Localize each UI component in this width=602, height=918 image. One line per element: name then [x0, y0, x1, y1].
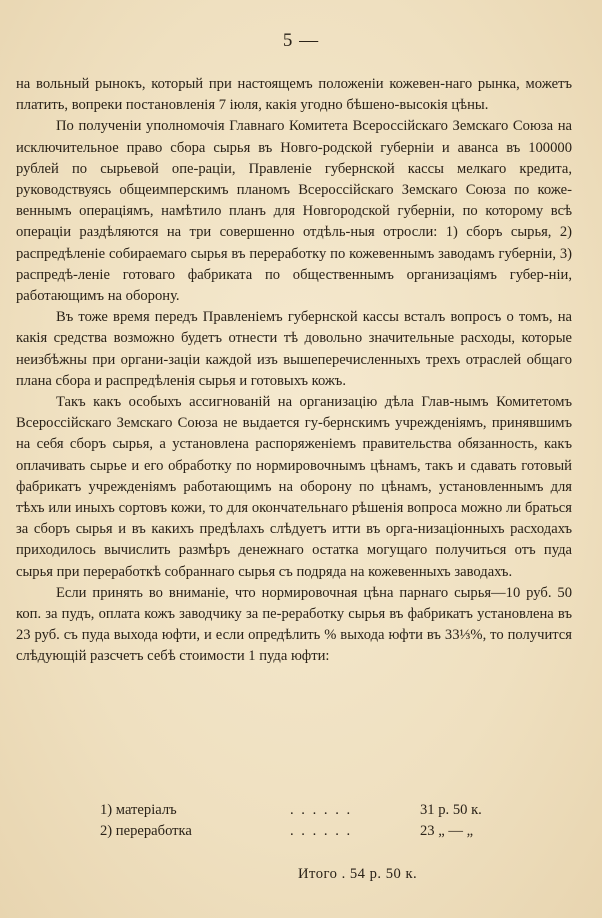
paragraph-4: Такъ какъ особыхъ ассигнованій на организацію дѣла Глав-нымъ Комитетомъ Всероссійскаго Земскаго Союза не выдается гу-бернскимъ учрежденіямъ, принявшимъ на себя сборъ сырья, а установлена распоряженіемъ правительства обязанность, какъ оплачивать сырье и его обработку по нормировочнымъ цѣнамъ, такъ и сдавать готовый фабрикатъ учрежденіямъ работающимъ на оборону по цѣнамъ, установленнымъ для тѣхъ или иныхъ сортовъ кожи, то для окончательнаго рѣшенія вопроса можно ли браться за сборъ сырья и въ какихъ предѣлахъ слѣдуетъ итти въ орга-низаціонныхъ расходахъ приходилось вычислить размѣръ денежнаго остатка могущаго получиться отъ пуда сырья при переработкѣ собраннаго сырья съ подряда на кожевенныхъ заводахъ. [16, 394, 572, 580]
leader-dots: . . . . . . [290, 823, 353, 840]
paragraph-5: Если принять во вниманіе, что нормировочная цѣна парнаго сырья—10 руб. 50 коп. за пудъ, оплата кожъ заводчику за пе-реработку сырья въ фабрикатъ установлена въ 23 руб. съ пуда выхода юфти, и если опредѣлить % выхода юфти въ 33⅓%, то получится слѣдующій разсчетъ себѣ стоимости 1 пуда юфти: [16, 584, 572, 665]
cost-item-value: 31 р. 50 к. [420, 802, 482, 818]
paragraph-3: Въ тоже время передъ Правленіемъ губернской кассы всталъ вопросъ о томъ, на какія средства возможно будетъ отнести тѣ довольно значительные расходы, которые неизбѣжны при органи-заціи каждой изъ вышеперечисленныхъ трехъ отраслей общаго плана сбора и распредѣленія сырья и готовыхъ кожъ. [16, 309, 572, 389]
cost-item-processing [100, 821, 530, 842]
page-number: 5 — [282, 30, 320, 51]
body-text [16, 74, 572, 668]
cost-list [100, 800, 530, 843]
paragraph-2: По полученіи уполномочія Главнаго Комитета Всероссійскаго Земскаго Союза на исключительное право сбора сырья въ Новго-родской губерніи и аванса въ 100000 рублей по сырьевой опе-раціи, Правленіе губернской кассы мелкаго кредита, руководствуясь общеимперскимъ планомъ Всероссійскаго Земскаго Союза по коже-веннымъ операціямъ, намѣтило планъ для Новгородской губерніи, по которому всѣ операціи раздѣляются на три совершенно отдѣль-ныя отросли: 1) сборъ сырья, 2) распредѣленіе собираемаго сырья въ переработку по кожевеннымъ заводамъ губерніи, 3) распредѣ-леніе готоваго фабриката по общественнымъ организаціямъ губер-ніи, работающимъ на оборону. [16, 118, 572, 305]
cost-item-material [100, 800, 530, 821]
cost-item-label: 1) матеріалъ [100, 802, 177, 818]
leader-dots: . . . . . . [290, 802, 353, 818]
paragraph-1: на вольный рынокъ, который при настоящемъ положеніи кожевен-наго рынка, можетъ платить, вопреки постановленія 7 іюля, какія угодно бѣшено-высокія цѣны. [16, 76, 572, 114]
cost-item-value: 23 „ — „ [420, 823, 474, 840]
cost-item-label: 2) переработка [100, 823, 192, 840]
cost-total: Итого . 54 р. 50 к. [298, 866, 418, 882]
